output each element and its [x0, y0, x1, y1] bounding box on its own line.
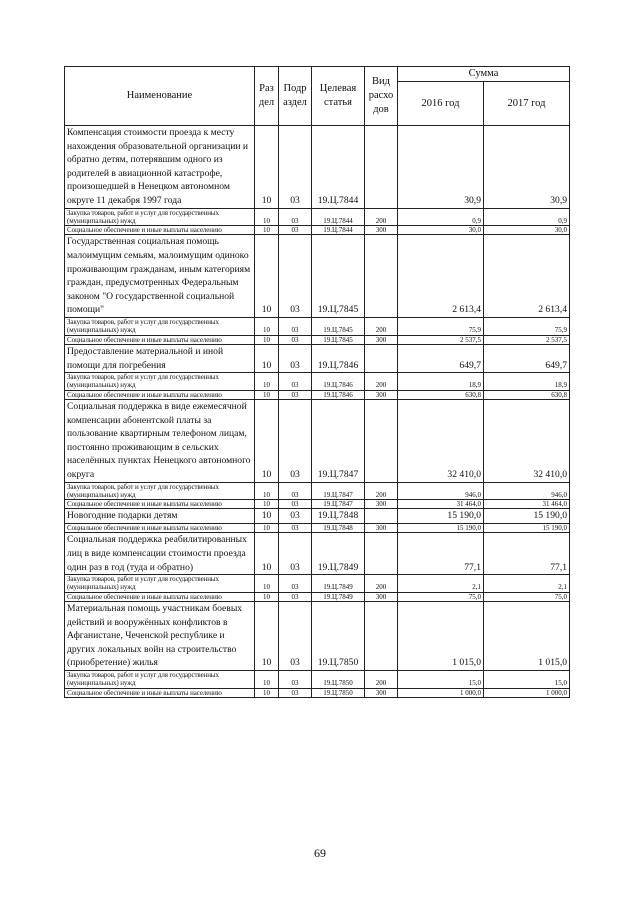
row-sum-2017: 0,9	[484, 208, 570, 226]
row-sum-2016: 30,9	[398, 126, 484, 209]
row-sum-2016: 15,0	[398, 670, 484, 688]
row-name: Компенсация стоимости проезда к месту нахождения образовательной организации и обратно детям, потерявшим одного из родителей в авиационной катастрофе, произошедшей в Ненецком автономном округе 11 декабря 1997 года	[65, 126, 255, 209]
row-sum-2017: 75,9	[484, 318, 570, 336]
row-name: Государственная социальная помощь малоимущим семьям, малоимущим одиноко проживающим гражданам, иным категориям граждан, предусмотренных Федеральным законом "О государственной социальной помощи"	[65, 235, 255, 318]
row-sum-2016: 77,1	[398, 533, 484, 575]
row-razdel: 10	[255, 399, 279, 482]
row-name: Закупка товаров, работ и услуг для государственных (муниципальных) нужд	[65, 208, 255, 226]
table-subrow	[65, 524, 570, 533]
row-podrazdel: 03	[279, 592, 312, 601]
row-name: Социальное обеспечение и иные выплаты населению	[65, 500, 255, 509]
row-sum-2017: 31 464,0	[484, 500, 570, 509]
table-row	[65, 126, 570, 209]
row-razdel: 10	[255, 318, 279, 336]
row-razdel: 10	[255, 509, 279, 524]
row-sum-2017: 1 015,0	[484, 602, 570, 671]
row-sum-2017: 30,0	[484, 226, 570, 235]
row-target: 19.Ц.7847	[312, 482, 365, 500]
row-sum-2017: 15 190,0	[484, 524, 570, 533]
table-subrow	[65, 226, 570, 235]
row-name: Социальное обеспечение и иные выплаты населению	[65, 335, 255, 344]
row-target: 19.Ц.7847	[312, 500, 365, 509]
row-expense-type	[365, 399, 398, 482]
row-podrazdel: 03	[279, 208, 312, 226]
row-razdel: 10	[255, 575, 279, 593]
row-sum-2016: 30,0	[398, 226, 484, 235]
row-sum-2016: 1 015,0	[398, 602, 484, 671]
row-target: 19.Ц.7844	[312, 226, 365, 235]
row-razdel: 10	[255, 500, 279, 509]
row-sum-2017: 1 000,0	[484, 688, 570, 697]
row-expense-type: 300	[365, 688, 398, 697]
row-expense-type	[365, 344, 398, 372]
table-subrow	[65, 482, 570, 500]
row-sum-2016: 2 537,5	[398, 335, 484, 344]
row-expense-type: 200	[365, 208, 398, 226]
row-target: 19.Ц.7850	[312, 602, 365, 671]
row-podrazdel: 03	[279, 509, 312, 524]
row-razdel: 10	[255, 670, 279, 688]
row-podrazdel: 03	[279, 670, 312, 688]
row-expense-type	[365, 533, 398, 575]
table-row	[65, 344, 570, 372]
row-expense-type	[365, 602, 398, 671]
row-sum-2016: 75,0	[398, 592, 484, 601]
row-name: Социальное обеспечение и иные выплаты населению	[65, 524, 255, 533]
row-expense-type: 300	[365, 390, 398, 399]
table-subrow	[65, 335, 570, 344]
row-sum-2016: 649,7	[398, 344, 484, 372]
row-target: 19.Ц.7849	[312, 575, 365, 593]
row-sum-2016: 0,9	[398, 208, 484, 226]
row-name: Социальная поддержка реабилитированных лиц в виде компенсации стоимости проезда один раз в год (туда и обратно)	[65, 533, 255, 575]
row-expense-type: 300	[365, 592, 398, 601]
row-podrazdel: 03	[279, 575, 312, 593]
row-sum-2016: 32 410,0	[398, 399, 484, 482]
row-razdel: 10	[255, 533, 279, 575]
row-podrazdel: 03	[279, 318, 312, 336]
row-name: Социальное обеспечение и иные выплаты населению	[65, 226, 255, 235]
row-sum-2016: 15 190,0	[398, 524, 484, 533]
row-sum-2017: 15,0	[484, 670, 570, 688]
row-sum-2017: 2 613,4	[484, 235, 570, 318]
row-podrazdel: 03	[279, 390, 312, 399]
row-podrazdel: 03	[279, 482, 312, 500]
row-podrazdel: 03	[279, 602, 312, 671]
row-podrazdel: 03	[279, 524, 312, 533]
row-sum-2017: 32 410,0	[484, 399, 570, 482]
row-target: 19.Ц.7846	[312, 390, 365, 399]
table-subrow	[65, 575, 570, 593]
row-target: 19.Ц.7849	[312, 592, 365, 601]
table-subrow	[65, 318, 570, 336]
row-sum-2017: 2,1	[484, 575, 570, 593]
row-razdel: 10	[255, 602, 279, 671]
row-sum-2017: 2 537,5	[484, 335, 570, 344]
header-expense-type: Вид расхо дов	[365, 67, 398, 126]
row-target: 19.Ц.7845	[312, 335, 365, 344]
row-target: 19.Ц.7848	[312, 524, 365, 533]
row-podrazdel: 03	[279, 335, 312, 344]
header-podrazdel: Подр аздел	[279, 67, 312, 126]
row-sum-2017: 630,8	[484, 390, 570, 399]
budget-table	[64, 66, 570, 698]
row-expense-type: 300	[365, 524, 398, 533]
table-row	[65, 533, 570, 575]
table-row	[65, 235, 570, 318]
row-target: 19.Ц.7846	[312, 344, 365, 372]
row-sum-2016: 630,8	[398, 390, 484, 399]
row-target: 19.Ц.7847	[312, 399, 365, 482]
row-sum-2016: 1 000,0	[398, 688, 484, 697]
row-sum-2016: 2,1	[398, 575, 484, 593]
row-sum-2016: 2 613,4	[398, 235, 484, 318]
row-name: Закупка товаров, работ и услуг для государственных (муниципальных) нужд	[65, 373, 255, 391]
header-sum: Сумма	[398, 67, 570, 82]
table-subrow	[65, 500, 570, 509]
row-expense-type	[365, 126, 398, 209]
row-name: Закупка товаров, работ и услуг для государственных (муниципальных) нужд	[65, 575, 255, 593]
row-razdel: 10	[255, 373, 279, 391]
row-name: Материальная помощь участникам боевых действий и вооружённых конфликтов в Афганистане, Чеченской республике и других локальных войн на строительство (приобретение) жилья	[65, 602, 255, 671]
row-razdel: 10	[255, 344, 279, 372]
table-subrow	[65, 208, 570, 226]
header-year-2017: 2017 год	[484, 82, 570, 126]
row-expense-type: 200	[365, 575, 398, 593]
row-razdel: 10	[255, 335, 279, 344]
table-row	[65, 399, 570, 482]
header-target: Целевая статья	[312, 67, 365, 126]
row-target: 19.Ц.7850	[312, 670, 365, 688]
row-podrazdel: 03	[279, 344, 312, 372]
table-subrow	[65, 373, 570, 391]
row-name: Новогодние подарки детям	[65, 509, 255, 524]
row-name: Закупка товаров, работ и услуг для государственных (муниципальных) нужд	[65, 670, 255, 688]
row-expense-type: 200	[365, 670, 398, 688]
row-podrazdel: 03	[279, 126, 312, 209]
row-sum-2017: 946,0	[484, 482, 570, 500]
row-podrazdel: 03	[279, 533, 312, 575]
row-name: Закупка товаров, работ и услуг для государственных (муниципальных) нужд	[65, 482, 255, 500]
row-sum-2017: 75,0	[484, 592, 570, 601]
row-target: 19.Ц.7845	[312, 235, 365, 318]
table-subrow	[65, 390, 570, 399]
row-razdel: 10	[255, 208, 279, 226]
row-sum-2016: 946,0	[398, 482, 484, 500]
row-sum-2016: 18,9	[398, 373, 484, 391]
row-sum-2017: 15 190,0	[484, 509, 570, 524]
row-expense-type: 300	[365, 335, 398, 344]
table-subrow	[65, 592, 570, 601]
row-podrazdel: 03	[279, 226, 312, 235]
table-row	[65, 509, 570, 524]
table-subrow	[65, 688, 570, 697]
row-expense-type: 300	[365, 500, 398, 509]
row-target: 19.Ц.7844	[312, 126, 365, 209]
table-body	[65, 126, 570, 698]
row-target: 19.Ц.7845	[312, 318, 365, 336]
row-podrazdel: 03	[279, 235, 312, 318]
row-sum-2017: 30,9	[484, 126, 570, 209]
table-subrow	[65, 670, 570, 688]
row-expense-type	[365, 509, 398, 524]
row-expense-type: 300	[365, 226, 398, 235]
row-name: Социальное обеспечение и иные выплаты населению	[65, 592, 255, 601]
row-target: 19.Ц.7846	[312, 373, 365, 391]
row-name: Социальное обеспечение и иные выплаты населению	[65, 390, 255, 399]
row-razdel: 10	[255, 524, 279, 533]
row-sum-2016: 31 464,0	[398, 500, 484, 509]
row-expense-type: 200	[365, 318, 398, 336]
row-razdel: 10	[255, 235, 279, 318]
page-number: 69	[314, 846, 326, 860]
row-sum-2017: 77,1	[484, 533, 570, 575]
row-target: 19.Ц.7850	[312, 688, 365, 697]
row-podrazdel: 03	[279, 500, 312, 509]
table-row	[65, 602, 570, 671]
header-name: Наименование	[65, 67, 255, 126]
row-name: Закупка товаров, работ и услуг для государственных (муниципальных) нужд	[65, 318, 255, 336]
row-target: 19.Ц.7849	[312, 533, 365, 575]
row-sum-2016: 15 190,0	[398, 509, 484, 524]
row-sum-2017: 649,7	[484, 344, 570, 372]
row-target: 19.Ц.7844	[312, 208, 365, 226]
row-razdel: 10	[255, 688, 279, 697]
header-razdel: Раз дел	[255, 67, 279, 126]
row-podrazdel: 03	[279, 373, 312, 391]
row-expense-type: 200	[365, 373, 398, 391]
row-expense-type	[365, 235, 398, 318]
row-razdel: 10	[255, 482, 279, 500]
row-razdel: 10	[255, 226, 279, 235]
header-year-2016: 2016 год	[398, 82, 484, 126]
row-razdel: 10	[255, 592, 279, 601]
row-sum-2017: 18,9	[484, 373, 570, 391]
row-expense-type: 200	[365, 482, 398, 500]
row-name: Социальное обеспечение и иные выплаты населению	[65, 688, 255, 697]
row-podrazdel: 03	[279, 688, 312, 697]
row-razdel: 10	[255, 390, 279, 399]
row-podrazdel: 03	[279, 399, 312, 482]
row-target: 19.Ц.7848	[312, 509, 365, 524]
row-name: Социальная поддержка в виде ежемесячной компенсации абонентской платы за пользование квартирным телефоном лицам, постоянно проживающим в сельских населённых пунктах Ненецкого автономного округа	[65, 399, 255, 482]
row-name: Предоставление материальной и иной помощи для погребения	[65, 344, 255, 372]
row-razdel: 10	[255, 126, 279, 209]
row-sum-2016: 75,9	[398, 318, 484, 336]
